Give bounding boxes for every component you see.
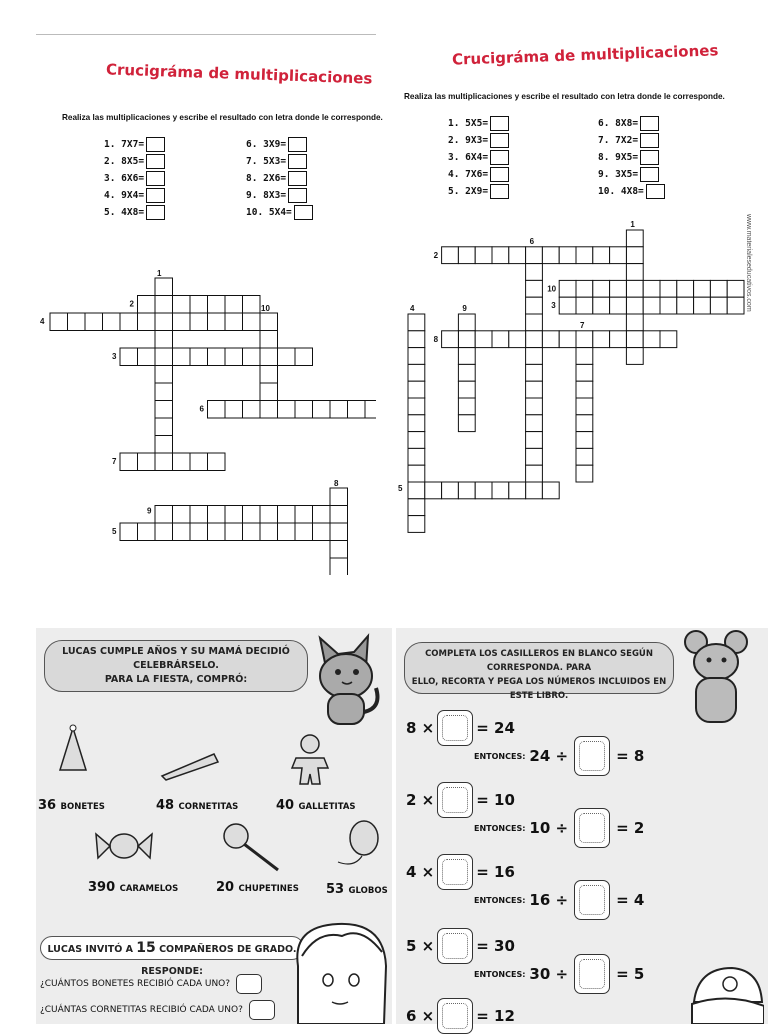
crossword-cell[interactable] bbox=[408, 482, 425, 499]
right-problem-7: 7. 7X2= bbox=[598, 133, 659, 148]
crossword-cell[interactable] bbox=[260, 366, 278, 384]
division-instruction-line-2: ELLO, RECORTA Y PEGA LOS NÚMEROS INCLUIDOS EN ESTE LIBRO. bbox=[411, 677, 667, 701]
crossword-cell[interactable] bbox=[610, 280, 627, 297]
crossword-cell[interactable] bbox=[408, 432, 425, 449]
div-row-2: ENTONCES: 10 ÷ = 2 bbox=[474, 808, 644, 848]
boy-illustration bbox=[288, 916, 392, 1024]
crossword-cell[interactable] bbox=[610, 297, 627, 314]
crossword-cell[interactable] bbox=[408, 381, 425, 398]
answer-box[interactable] bbox=[249, 1000, 275, 1020]
crossword-cell[interactable] bbox=[458, 364, 475, 381]
crossword-cell[interactable] bbox=[660, 280, 677, 297]
crossword-cell[interactable] bbox=[626, 230, 643, 247]
crossword-cell[interactable] bbox=[138, 348, 156, 366]
crossword-cell[interactable] bbox=[576, 465, 593, 482]
crossword-cell[interactable] bbox=[509, 331, 526, 348]
crossword-cell[interactable] bbox=[425, 482, 442, 499]
crossword-cell[interactable] bbox=[458, 314, 475, 331]
crossword-cell[interactable] bbox=[660, 297, 677, 314]
crossword-cell[interactable] bbox=[225, 296, 243, 314]
crossword-cell[interactable] bbox=[260, 383, 278, 401]
left-problem-8: 8. 2X6= bbox=[246, 171, 307, 186]
clue-number: 3 bbox=[551, 301, 556, 311]
right-sheet-instruction: Realiza las multiplicaciones y escribe el resultado con letra donde le corresponde. bbox=[404, 92, 725, 101]
crossword-cell[interactable] bbox=[295, 401, 313, 419]
clue-number: 1 bbox=[630, 220, 635, 229]
crossword-cell[interactable] bbox=[559, 247, 576, 264]
crossword-cell[interactable] bbox=[208, 313, 226, 331]
crossword-cell[interactable] bbox=[208, 523, 226, 541]
crossword-cell[interactable] bbox=[190, 523, 208, 541]
crossword-cell[interactable] bbox=[225, 506, 243, 524]
crossword-cell[interactable] bbox=[190, 506, 208, 524]
crossword-cell[interactable] bbox=[694, 280, 711, 297]
crossword-cell[interactable] bbox=[492, 482, 509, 499]
crossword-cell[interactable] bbox=[408, 465, 425, 482]
crossword-cell[interactable] bbox=[576, 415, 593, 432]
crossword-cell[interactable] bbox=[509, 482, 526, 499]
crossword-cell[interactable] bbox=[120, 523, 138, 541]
crossword-cell[interactable] bbox=[526, 247, 543, 264]
crossword-cell[interactable] bbox=[408, 364, 425, 381]
crossword-cell[interactable] bbox=[330, 541, 348, 559]
crossword-cell[interactable] bbox=[458, 331, 475, 348]
mult-row-3: 4 × = 16 bbox=[406, 854, 515, 890]
crossword-cell[interactable] bbox=[475, 331, 492, 348]
crossword-cell[interactable] bbox=[295, 506, 313, 524]
right-problem-1: 1. 5X5= bbox=[448, 116, 509, 131]
clue-number: 4 bbox=[410, 304, 415, 313]
crossword-cell[interactable] bbox=[559, 331, 576, 348]
left-problem-2: 2. 8X5= bbox=[104, 154, 165, 169]
right-problem-5: 5. 2X9= bbox=[448, 184, 509, 199]
crossword-cell[interactable] bbox=[208, 453, 226, 471]
crossword-cell[interactable] bbox=[190, 313, 208, 331]
right-problem-9: 9. 3X5= bbox=[598, 167, 659, 182]
crossword-cell[interactable] bbox=[458, 415, 475, 432]
crossword-cell[interactable] bbox=[243, 401, 261, 419]
question-cornetitas: ¿CUÁNTAS CORNETITAS RECIBIÓ CADA UNO? bbox=[40, 1000, 275, 1020]
mult-row-4: 5 × = 30 bbox=[406, 928, 515, 964]
item-bonetes: 36 BONETES bbox=[38, 798, 105, 813]
crossword-cell[interactable] bbox=[576, 348, 593, 365]
crossword-cell[interactable] bbox=[103, 313, 121, 331]
crossword-cell[interactable] bbox=[643, 297, 660, 314]
intro-line-1: LUCAS CUMPLE AÑOS Y SU MAMÁ DECIDIÓ CELEBRÁRSELO. bbox=[62, 646, 290, 671]
crossword-cell[interactable] bbox=[475, 247, 492, 264]
right-crossword-grid[interactable] bbox=[392, 34, 762, 574]
clue-number: 10 bbox=[547, 284, 557, 294]
left-problem-10: 10. 5X4= bbox=[246, 205, 313, 220]
crossword-cell[interactable] bbox=[408, 415, 425, 432]
blank-box[interactable] bbox=[574, 808, 610, 848]
crossword-cell[interactable] bbox=[260, 331, 278, 349]
crossword-cell[interactable] bbox=[526, 415, 543, 432]
invite-post: COMPAÑEROS DE GRADO. RESPONDE: bbox=[141, 944, 297, 977]
party-page bbox=[36, 628, 392, 1024]
item-galletitas: 40 GALLETITAS bbox=[276, 798, 356, 813]
clue-number: 6 bbox=[529, 236, 535, 246]
crossword-cell[interactable] bbox=[155, 506, 173, 524]
crossword-cell[interactable] bbox=[408, 331, 425, 348]
mult-row-2: 2 × = 10 bbox=[406, 782, 515, 818]
crossword-cell[interactable] bbox=[173, 296, 191, 314]
crossword-cell[interactable] bbox=[408, 348, 425, 365]
crossword-cell[interactable] bbox=[727, 280, 744, 297]
crossword-cell[interactable] bbox=[138, 523, 156, 541]
crossword-cell[interactable] bbox=[576, 331, 593, 348]
right-problem-3: 3. 6X4= bbox=[448, 150, 509, 165]
crossword-cell[interactable] bbox=[138, 296, 156, 314]
crossword-cell[interactable] bbox=[526, 331, 543, 348]
crossword-cell[interactable] bbox=[526, 381, 543, 398]
left-problem-9: 9. 8X3= bbox=[246, 188, 307, 203]
right-problem-6: 6. 8X8= bbox=[598, 116, 659, 131]
division-instruction-bubble bbox=[404, 642, 674, 701]
clue-number: 3 bbox=[112, 352, 117, 361]
crossword-cell[interactable] bbox=[576, 247, 593, 264]
crossword-cell[interactable] bbox=[526, 482, 543, 499]
crossword-cell[interactable] bbox=[225, 313, 243, 331]
crossword-cell[interactable] bbox=[173, 523, 191, 541]
candy-icon bbox=[92, 826, 156, 866]
crossword-cell[interactable] bbox=[208, 348, 226, 366]
mult-row-5: 6 × = 12 bbox=[406, 998, 515, 1034]
crossword-cell[interactable] bbox=[190, 348, 208, 366]
crossword-cell[interactable] bbox=[313, 523, 331, 541]
blank-box[interactable] bbox=[437, 998, 473, 1034]
crossword-cell[interactable] bbox=[173, 506, 191, 524]
crossword-cell[interactable] bbox=[278, 506, 296, 524]
div-row-1: ENTONCES: 24 ÷ = 8 bbox=[474, 736, 644, 776]
mouse-illustration bbox=[678, 628, 756, 728]
crossword-cell[interactable] bbox=[208, 296, 226, 314]
crossword-cell[interactable] bbox=[610, 247, 627, 264]
crossword-cell[interactable] bbox=[492, 331, 509, 348]
crossword-cell[interactable] bbox=[330, 506, 348, 524]
blank-box[interactable] bbox=[574, 736, 610, 776]
clue-number: 7 bbox=[112, 457, 117, 466]
division-instruction-line-1: COMPLETA LOS CASILLEROS EN BLANCO SEGÚN CORRESPONDA. PARA bbox=[425, 649, 653, 673]
crossword-cell[interactable] bbox=[295, 523, 313, 541]
crossword-cell[interactable] bbox=[243, 523, 261, 541]
crossword-cell[interactable] bbox=[610, 331, 627, 348]
crossword-cell[interactable] bbox=[626, 314, 643, 331]
crossword-cell[interactable] bbox=[138, 313, 156, 331]
crossword-cell[interactable] bbox=[458, 482, 475, 499]
crossword-cell[interactable] bbox=[173, 348, 191, 366]
crossword-cell[interactable] bbox=[626, 331, 643, 348]
balloon-icon bbox=[332, 818, 382, 882]
crossword-cell[interactable] bbox=[526, 280, 543, 297]
crossword-cell[interactable] bbox=[710, 280, 727, 297]
crossword-cell[interactable] bbox=[243, 313, 261, 331]
clue-number: 10 bbox=[261, 304, 270, 313]
right-crossword-sheet bbox=[392, 34, 762, 574]
party-horn-icon bbox=[158, 746, 222, 782]
crossword-cell[interactable] bbox=[365, 401, 376, 419]
crossword-cell[interactable] bbox=[677, 297, 694, 314]
crossword-cell[interactable] bbox=[677, 280, 694, 297]
blank-box[interactable] bbox=[437, 854, 473, 890]
clue-number: 2 bbox=[129, 299, 134, 309]
crossword-cell[interactable] bbox=[243, 506, 261, 524]
crossword-cell[interactable] bbox=[475, 482, 492, 499]
left-sheet-title: Crucigráma de multiplicaciones bbox=[105, 60, 373, 88]
crossword-cell[interactable] bbox=[458, 348, 475, 365]
crossword-cell[interactable] bbox=[442, 482, 459, 499]
clue-number: 1 bbox=[157, 269, 162, 278]
division-page bbox=[396, 628, 768, 1024]
invite-number: 15 bbox=[136, 940, 156, 956]
crossword-cell[interactable] bbox=[559, 280, 576, 297]
crossword-cell[interactable] bbox=[526, 465, 543, 482]
item-globos: 53 GLOBOS bbox=[326, 882, 388, 897]
crossword-cell[interactable] bbox=[155, 348, 173, 366]
clue-number: 7 bbox=[580, 320, 585, 330]
crossword-cell[interactable] bbox=[260, 313, 278, 331]
crossword-cell[interactable] bbox=[660, 331, 677, 348]
invite-bubble bbox=[40, 936, 304, 977]
crossword-cell[interactable] bbox=[120, 313, 138, 331]
crossword-cell[interactable] bbox=[458, 247, 475, 264]
left-crossword-grid[interactable] bbox=[36, 35, 376, 575]
crossword-cell[interactable] bbox=[626, 297, 643, 314]
lollipop-icon bbox=[220, 820, 284, 876]
item-caramelos: 390 CARAMELOS bbox=[88, 880, 179, 895]
crossword-cell[interactable] bbox=[138, 453, 156, 471]
crossword-cell[interactable] bbox=[442, 247, 459, 264]
crossword-cell[interactable] bbox=[576, 381, 593, 398]
crossword-cell[interactable] bbox=[278, 523, 296, 541]
clue-number: 6 bbox=[199, 404, 204, 414]
crossword-cell[interactable] bbox=[243, 348, 261, 366]
answer-box[interactable] bbox=[236, 974, 262, 994]
crossword-cell[interactable] bbox=[626, 348, 643, 365]
crossword-cell[interactable] bbox=[492, 247, 509, 264]
crossword-cell[interactable] bbox=[559, 297, 576, 314]
crossword-cell[interactable] bbox=[542, 331, 559, 348]
crossword-cell[interactable] bbox=[225, 401, 243, 419]
gingerbread-cookie-icon bbox=[288, 732, 332, 788]
crossword-cell[interactable] bbox=[85, 313, 103, 331]
div-row-4: ENTONCES: 30 ÷ = 5 bbox=[474, 954, 644, 994]
clue-number: 4 bbox=[40, 317, 45, 326]
boy-cap-illustration bbox=[688, 962, 764, 1024]
right-sheet-title: Crucigráma de multiplicaciones bbox=[451, 41, 719, 69]
crossword-cell[interactable] bbox=[576, 448, 593, 465]
crossword-cell[interactable] bbox=[626, 247, 643, 264]
crossword-cell[interactable] bbox=[225, 523, 243, 541]
left-problem-3: 3. 6X6= bbox=[104, 171, 165, 186]
crossword-cell[interactable] bbox=[593, 331, 610, 348]
crossword-cell[interactable] bbox=[155, 313, 173, 331]
crossword-cell[interactable] bbox=[120, 453, 138, 471]
crossword-cell[interactable] bbox=[295, 348, 313, 366]
crossword-cell[interactable] bbox=[330, 523, 348, 541]
crossword-cell[interactable] bbox=[155, 523, 173, 541]
crossword-cell[interactable] bbox=[576, 398, 593, 415]
invite-pre: LUCAS INVITÓ A bbox=[47, 944, 133, 955]
right-problem-2: 2. 9X3= bbox=[448, 133, 509, 148]
left-crossword-sheet bbox=[36, 34, 383, 575]
crossword-cell[interactable] bbox=[278, 401, 296, 419]
watermark-text: www.materialeseducativos.com bbox=[745, 214, 752, 312]
crossword-cell[interactable] bbox=[330, 488, 348, 506]
crossword-cell[interactable] bbox=[408, 499, 425, 516]
crossword-cell[interactable] bbox=[442, 331, 459, 348]
blank-box[interactable] bbox=[574, 880, 610, 920]
crossword-cell[interactable] bbox=[408, 448, 425, 465]
crossword-cell[interactable] bbox=[694, 297, 711, 314]
crossword-cell[interactable] bbox=[593, 247, 610, 264]
crossword-cell[interactable] bbox=[710, 297, 727, 314]
crossword-cell[interactable] bbox=[526, 264, 543, 281]
crossword-cell[interactable] bbox=[330, 558, 348, 575]
item-cornetitas: 48 CORNETITAS bbox=[156, 798, 239, 813]
crossword-cell[interactable] bbox=[243, 296, 261, 314]
crossword-cell[interactable] bbox=[576, 297, 593, 314]
crossword-cell[interactable] bbox=[278, 348, 296, 366]
crossword-cell[interactable] bbox=[155, 331, 173, 349]
crossword-cell[interactable] bbox=[576, 364, 593, 381]
intro-bubble bbox=[44, 640, 308, 692]
left-problem-5: 5. 4X8= bbox=[104, 205, 165, 220]
right-problem-4: 4. 7X6= bbox=[448, 167, 509, 182]
crossword-cell[interactable] bbox=[155, 401, 173, 419]
blank-box[interactable] bbox=[437, 928, 473, 964]
crossword-cell[interactable] bbox=[190, 296, 208, 314]
crossword-cell[interactable] bbox=[155, 366, 173, 384]
crossword-cell[interactable] bbox=[526, 314, 543, 331]
cat-illustration bbox=[306, 628, 386, 732]
crossword-cell[interactable] bbox=[155, 418, 173, 436]
crossword-cell[interactable] bbox=[526, 448, 543, 465]
crossword-cell[interactable] bbox=[155, 383, 173, 401]
clue-number: 9 bbox=[462, 304, 467, 313]
crossword-cell[interactable] bbox=[348, 401, 366, 419]
crossword-cell[interactable] bbox=[408, 516, 425, 533]
crossword-cell[interactable] bbox=[313, 401, 331, 419]
clue-number: 5 bbox=[398, 484, 403, 493]
crossword-cell[interactable] bbox=[155, 453, 173, 471]
crossword-cell[interactable] bbox=[727, 297, 744, 314]
crossword-cell[interactable] bbox=[542, 247, 559, 264]
crossword-cell[interactable] bbox=[526, 398, 543, 415]
left-problem-6: 6. 3X9= bbox=[246, 137, 307, 152]
crossword-cell[interactable] bbox=[408, 314, 425, 331]
clue-number: 9 bbox=[147, 506, 152, 516]
crossword-cell[interactable] bbox=[50, 313, 68, 331]
left-problem-4: 4. 9X4= bbox=[104, 188, 165, 203]
crossword-cell[interactable] bbox=[626, 280, 643, 297]
crossword-cell[interactable] bbox=[626, 264, 643, 281]
crossword-cell[interactable] bbox=[458, 398, 475, 415]
right-problem-8: 8. 9X5= bbox=[598, 150, 659, 165]
crossword-cell[interactable] bbox=[509, 247, 526, 264]
crossword-cell[interactable] bbox=[313, 506, 331, 524]
intro-line-2: PARA LA FIESTA, COMPRÓ: bbox=[104, 674, 248, 685]
crossword-cell[interactable] bbox=[643, 331, 660, 348]
crossword-cell[interactable] bbox=[330, 401, 348, 419]
right-problem-10: 10. 4X8= bbox=[598, 184, 665, 199]
party-hat-icon bbox=[56, 724, 90, 774]
mult-row-1: 8 × = 24 bbox=[406, 710, 515, 746]
crossword-cell[interactable] bbox=[593, 297, 610, 314]
crossword-cell[interactable] bbox=[526, 432, 543, 449]
crossword-cell[interactable] bbox=[120, 348, 138, 366]
blank-box[interactable] bbox=[437, 710, 473, 746]
left-problem-7: 7. 5X3= bbox=[246, 154, 307, 169]
crossword-cell[interactable] bbox=[408, 398, 425, 415]
crossword-cell[interactable] bbox=[190, 453, 208, 471]
crossword-cell[interactable] bbox=[173, 313, 191, 331]
left-sheet-instruction: Realiza las multiplicaciones y escribe el resultado con letra donde le corresponde. bbox=[62, 113, 383, 122]
crossword-cell[interactable] bbox=[576, 432, 593, 449]
crossword-cell[interactable] bbox=[526, 297, 543, 314]
crossword-cell[interactable] bbox=[155, 296, 173, 314]
div-row-3: ENTONCES: 16 ÷ = 4 bbox=[474, 880, 644, 920]
clue-number: 5 bbox=[112, 527, 117, 536]
crossword-cell[interactable] bbox=[593, 280, 610, 297]
crossword-cell[interactable] bbox=[260, 401, 278, 419]
crossword-cell[interactable] bbox=[576, 280, 593, 297]
crossword-cell[interactable] bbox=[173, 453, 191, 471]
clue-number: 2 bbox=[433, 250, 439, 260]
crossword-cell[interactable] bbox=[155, 436, 173, 454]
clue-number: 8 bbox=[334, 479, 339, 488]
crossword-cell[interactable] bbox=[260, 506, 278, 524]
crossword-cell[interactable] bbox=[260, 523, 278, 541]
crossword-cell[interactable] bbox=[526, 348, 543, 365]
left-problem-1: 1. 7X7= bbox=[104, 137, 165, 152]
clue-number: 8 bbox=[433, 334, 439, 344]
crossword-cell[interactable] bbox=[643, 280, 660, 297]
crossword-cell[interactable] bbox=[260, 348, 278, 366]
crossword-cell[interactable] bbox=[526, 364, 543, 381]
blank-box[interactable] bbox=[437, 782, 473, 818]
crossword-cell[interactable] bbox=[225, 348, 243, 366]
crossword-cell[interactable] bbox=[208, 401, 226, 419]
question-bonetes: ¿CUÁNTOS BONETES RECIBIÓ CADA UNO? bbox=[40, 974, 262, 994]
crossword-cell[interactable] bbox=[208, 506, 226, 524]
crossword-cell[interactable] bbox=[542, 482, 559, 499]
item-chupetines: 20 CHUPETINES bbox=[216, 880, 299, 895]
crossword-cell[interactable] bbox=[68, 313, 86, 331]
crossword-cell[interactable] bbox=[458, 381, 475, 398]
blank-box[interactable] bbox=[574, 954, 610, 994]
crossword-cell[interactable] bbox=[155, 278, 173, 296]
